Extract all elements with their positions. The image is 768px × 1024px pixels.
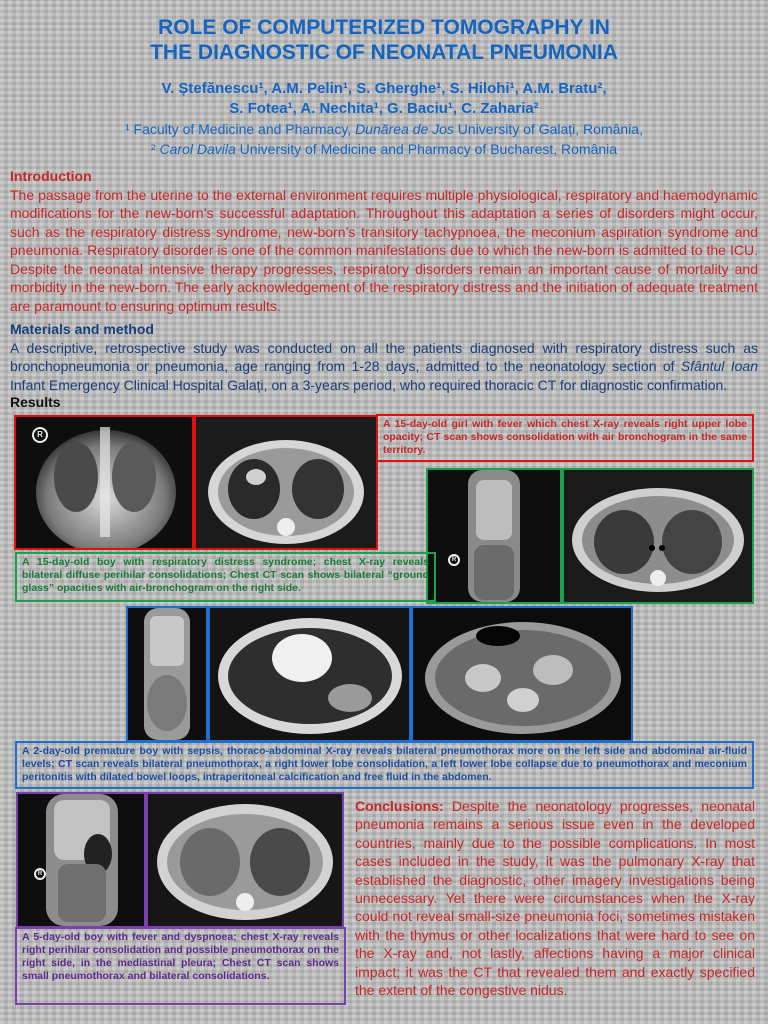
conclusions-section [355,797,755,999]
poster-title [0,15,768,65]
case4-caption: A 5-day-old boy with fever and dyspnoea; chest X-ray reveals right perihilar consolidation and possible pneumothorax on the right side, in the mediastinal pleura; Chest CT scan shows small pneumothorax and bilateral consolidations. [15,927,346,1005]
affiliation-1-post: University of Galați, România, [453,121,643,137]
case3-caption: A 2-day-old premature boy with sepsis, thoraco-abdominal X-ray reveals bilateral pneumothorax more on the left side and abdominal air-fluid levels; CT scan reveals bilateral pneumothorax, a right lower lobe consolidation, a left lower lobe collapse due to pneumothorax and meconium peritonitis with dilated bowel loops, intraperitoneal calcification and free fluid in the abdomen. [15,741,754,789]
case3-ct-abdomen-image [413,608,631,740]
title-line-1: ROLE OF COMPUTERIZED TOMOGRAPHY IN [158,16,610,39]
case1-ct-scan [196,417,376,548]
case3-xray [128,608,206,740]
case3-xray-image [128,608,206,740]
authors-line-2: S. Fotea¹, A. Nechita¹, G. Baciu¹, C. Zaharia² [229,100,539,117]
case3-ct-thorax-image [210,608,409,740]
title-line-2: THE DIAGNOSTIC OF NEONATAL PNEUMONIA [150,41,618,64]
case4-xray-image [18,794,144,926]
methods-text [10,339,758,395]
results-heading: Results [10,394,61,410]
case4-ct-frame [146,792,344,928]
radiograph-marker-icon: R [32,427,48,443]
affiliation-1 [0,119,768,139]
case3-ct-frame-1 [208,606,411,742]
case2-caption: A 15-day-old boy with respiratory distress syndrome; chest X-ray reveals bilateral diffuse perihilar consolidations; Chest CT scan shows bilateral “ground glass” opacities with air-bronchogram on the right side. [15,552,436,602]
case3-ct-frame-2 [411,606,633,742]
affiliation-2-pre: ² [150,141,160,157]
authors [0,79,768,119]
introduction-text: The passage from the uterine to the external environment requires multiple physiological, respiratory and haemodynamic modifications for the new-born’s successful adaptation. Throughout this adaptation a series of disorders might occur, such as the respiratory distress syndrome, new-born’s transitory tachypnoea, the meconium aspiration syndrome and pneumonia. Respiratory disorder is one of the common manifestations due to which the new-born is admitted to the ICU. Despite the neonatal intensive therapy progresses, respiratory disorders remain an important cause of mortality and morbidity in the new-born. The early acknowledgement of the respiratory distress and the initiation of adequate treatment are paramount to ensuring optimum results. [10,186,758,314]
case4-xray [18,794,144,926]
affiliation-2-italic: Carol Davila [159,141,236,157]
methods-heading: Materials and method [10,321,154,337]
authors-line-1: V. Ștefănescu¹, A.M. Pelin¹, S. Gherghe¹, S. Hilohi¹, A.M. Bratu², [161,80,607,97]
case3-ct-scan-thorax [210,608,409,740]
radiograph-marker-icon: R [448,554,460,566]
case2-ct-scan [564,470,752,602]
case3-xray-frame [126,606,208,742]
affiliation-2 [0,139,768,159]
conclusions-text: Despite the neonatology progresses, neonatal pneumonia remains a serious issue even in the developed countries, mainly due to the possible complications. In most cases included in the study, it was the pulmonary X-ray that established the diagnostic, other imagery investigations being unnecessary. Yet there were circumstances when the X-ray could not reveal small-size pneumonia foci, sometimes mistaken with the thymus or other localizations that were hard to see on the X-ray and, not lastly, affections having a major clinical impact; it was the CT that revealed them and exactly specified the extent of the congestive nidus. [355,798,755,999]
methods-text-post: Infant Emergency Clinical Hospital Galați, on a 3-years period, who required thoracic CT for diagnostic confirmation. [10,376,728,393]
affiliations [0,119,768,159]
affiliation-1-pre: ¹ Faculty of Medicine and Pharmacy, [125,121,356,137]
case2-ct-frame [562,468,754,604]
case4-ct-image [148,794,342,926]
introduction-heading: Introduction [10,168,92,184]
methods-text-italic: Sfântul Ioan [680,358,758,374]
affiliation-1-italic: Dunărea de Jos [355,121,454,137]
case2-xray [428,470,560,602]
methods-text-pre: A descriptive, retrospective study was conducted on all the patients diagnosed with respiratory distress such as bronchopneumonia or pneumonia, age ranging from 1-28 days, admitted to the neonatology section of [10,339,758,374]
case2-ct-image [564,470,752,602]
case4-ct-scan [148,794,342,926]
radiograph-marker-icon: R [34,868,46,880]
methods-section [10,320,758,394]
conclusions-heading: Conclusions: [355,798,444,814]
case3-ct-scan-abdomen [413,608,631,740]
introduction-section [10,167,758,315]
case1-ct-image [196,417,376,548]
affiliation-2-post: University of Medicine and Pharmacy of Bucharest, România [235,141,618,157]
case1-caption: A 15-day-old girl with fever which chest X-ray reveals right upper lobe opacity; CT scan shows consolidation with air bronchogram in the same territory. [376,414,754,462]
case2-xray-frame [426,468,562,604]
case2-xray-image [428,470,560,602]
case4-xray-frame [16,792,146,928]
case1-xray-frame [14,415,194,550]
case1-ct-frame [194,415,378,550]
